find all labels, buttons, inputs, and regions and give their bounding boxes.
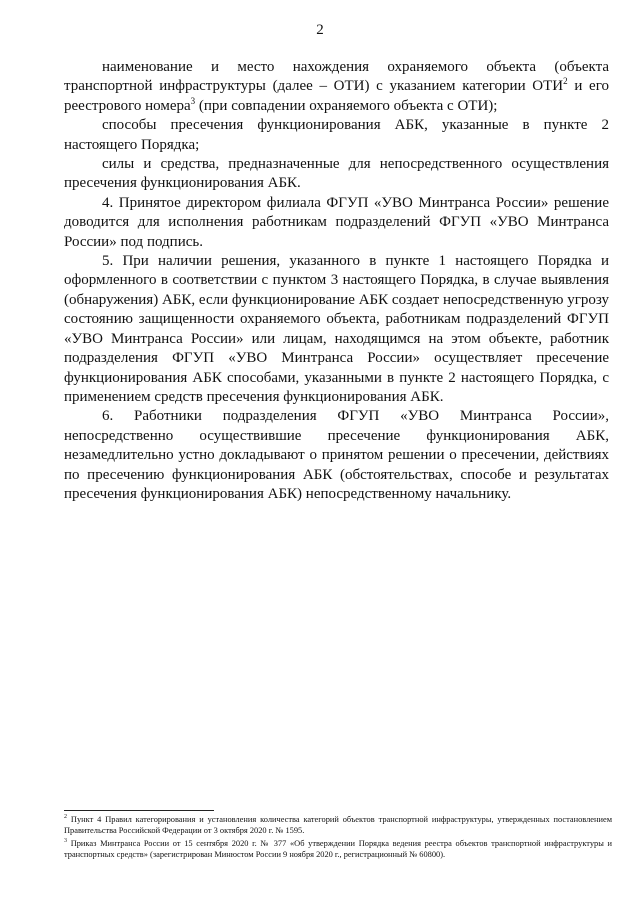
paragraph-item-5: 5. При наличии решения, указанного в пункте 1 настоящего Порядка и оформленного в соответствии с пунктом 3 настоящего Порядка, в случае выявления (обнаружения) АБК, если функционирование АБК создает непосредственную угрозу состоянию защищенности охраняемого объекта, работникам подразделений ФГУП «УВО Минтранса России» или лицам, находящимся на этом объекте, работник подразделения ФГУП «УВО Минтранса России» осуществляет пресечение функционирования АБК способами, указанными в пункте 2 настоящего Порядка, с применением средств пресечения функционирования АБК. — [64, 253, 609, 405]
footnote-mark: 2 — [64, 814, 67, 821]
paragraph-text: и его реестрового номера — [64, 78, 609, 114]
paragraph-item-4: 4. Принятое директором филиала ФГУП «УВО Минтранса России» решение доводится для исполнения работникам подразделений ФГУП «УВО Минтранса России» под подпись. — [64, 194, 609, 250]
paragraph-item-6: 6. Работники подразделения ФГУП «УВО Минтранса России», непосредственно осуществившие пресечение функционирования АБК, незамедлительно устно докладывают о принятом решении о пресечении, действиях по пресечению функционирования АБК (обстоятельствах, способе и результатах пресечения функционирования АБК) непосредственному начальнику. — [64, 408, 609, 502]
footnotes — [64, 814, 612, 862]
footnote-ref-3: 3 — [190, 95, 196, 106]
footnote-ref-2: 2 — [563, 76, 568, 87]
page-number: 2 — [316, 22, 324, 38]
paragraph-object-name — [64, 58, 609, 116]
paragraph-forces: силы и средства, предназначенные для непосредственного осуществления пресечения функционирования АБК. — [64, 156, 609, 192]
paragraph-text: наименование и место нахождения охраняемого объекта (объекта транспортной инфраструктуры (далее – ОТИ) с указанием категории ОТИ — [64, 59, 609, 95]
footnote-text: Пункт 4 Правил категорирования и установления количества категорий объектов транспортной инфраструктуры, утвержденных постановлением Правительства Российской Федерации от 3 октября 2020 г. № 1595. — [64, 815, 612, 836]
document-body — [64, 58, 609, 504]
paragraph-text: (при совпадении охраняемого объекта с ОТИ); — [195, 97, 498, 114]
footnote-2 — [64, 814, 612, 837]
paragraph-methods: способы пресечения функционирования АБК, указанные в пункте 2 настоящего Порядка; — [64, 117, 609, 153]
footnote-divider — [64, 810, 214, 811]
footnote-3 — [64, 838, 612, 861]
footnote-mark: 3 — [64, 838, 67, 845]
footnote-text: Приказ Минтранса России от 15 сентября 2020 г. № 377 «Об утверждении Порядка ведения реестра объектов транспортной инфраструктуры и транспортных средств» (зарегистрирован Минюстом России 9 ноября 2020 г., регистрационный № 60800). — [64, 838, 612, 860]
